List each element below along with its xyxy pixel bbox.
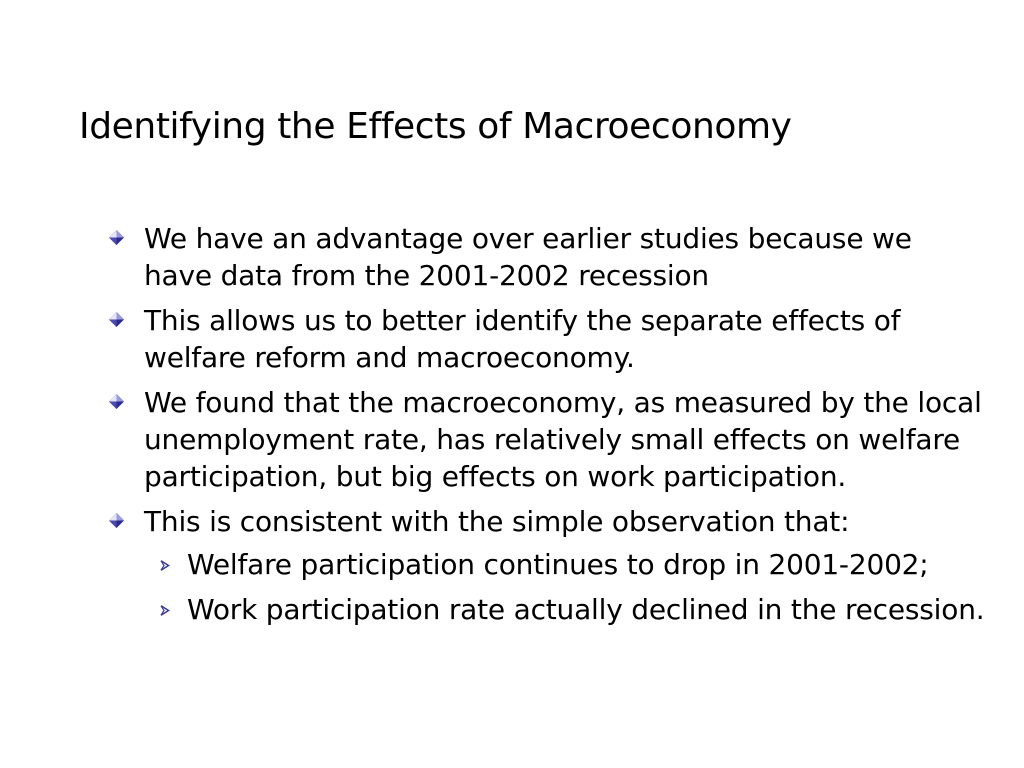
bullet-list [105, 220, 985, 636]
diamond-bullet-icon [109, 394, 124, 409]
bullet-text: We have an advantage over earlier studies because we have data from the 2001-2002 recession [144, 222, 912, 292]
bullet-item [105, 384, 985, 495]
sub-bullet-text: Welfare participation continues to drop in 2001-2002; [187, 548, 929, 581]
diamond-bullet-icon [109, 513, 124, 528]
diamond-bullet-icon [109, 312, 124, 327]
sub-bullet-text: Work participation rate actually declined in the recession. [187, 593, 985, 626]
bullet-text: We found that the macroeconomy, as measured by the local unemployment rate, has relatively small effects on welfare participation, but big effects on work participation. [144, 386, 982, 493]
bullet-text: This allows us to better identify the separate effects of welfare reform and macroeconomy. [144, 304, 901, 374]
bullet-item [105, 503, 985, 540]
slide-title: Identifying the Effects of Macroeconomy [79, 106, 792, 147]
diamond-bullet-icon [109, 230, 124, 245]
bullet-item [105, 220, 985, 294]
bullet-item [105, 302, 985, 376]
sub-bullet-item [105, 546, 985, 583]
chevron-right-icon [160, 605, 170, 616]
chevron-right-icon [160, 560, 170, 571]
sub-bullet-item [105, 591, 985, 628]
bullet-text: This is consistent with the simple observation that: [144, 505, 850, 538]
